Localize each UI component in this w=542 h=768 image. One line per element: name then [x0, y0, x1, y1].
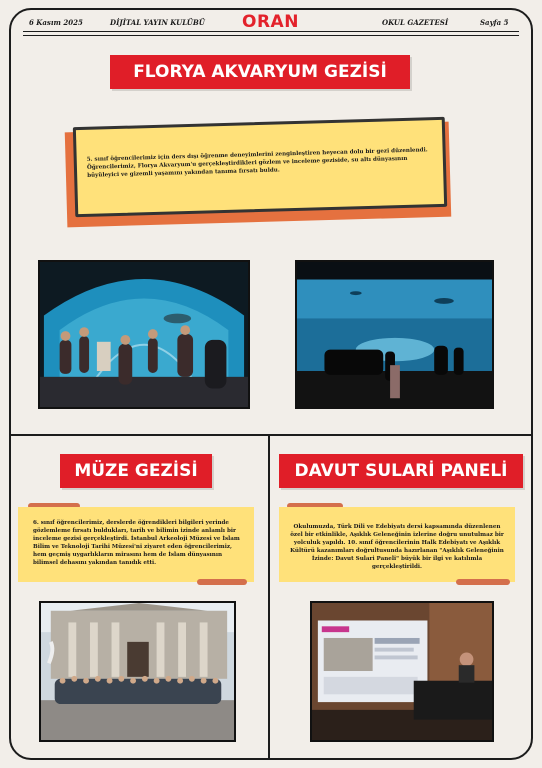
panel-text: Okulumuzda, Türk Dili ve Edebiyatı dersi kapsamında düzenlenen özel bir etkinlikle, Aşıklık Geleneğinin izlerine doğru unutulmaz bir yolculuk yapıldı. 10. sınıf öğrencilerinin Halk Edebiyatı ve Aşıklık Kültürü kazanımları doğrultusunda hazırlanan "Aşıklık Geleneğinin İzinde: Davut Sulari Paneli" büyük bir ilgi ve katılımla gerçekleştirildi.: [290, 524, 504, 570]
museum-photo: [39, 601, 236, 742]
museum-text: 6. sınıf öğrencilerimiz, derslerde öğrendikleri bilgileri yerinde gözlemleme fırsatı buldukları, tarih ve bilimin izinde anlamlı bir inceleme gezisi gerçekleştirdi. İstanbul Arkeoloji Müzesi ve İslam Bilim ve Teknoloji Tarihi Müzesi'ni ziyaret eden öğrencilerimiz, hem geçmiş uygarlıkların mirasını hem de İslam dünyasının bilimsel dehasını yakından tanıdık etti.: [33, 520, 240, 566]
panel-photo: [310, 601, 494, 742]
aquarium-tunnel-photo: [38, 260, 250, 409]
issue-date: 6 Kasım 2025: [29, 18, 83, 27]
masthead-rule-thin: [23, 35, 519, 36]
section-divider-horizontal: [9, 434, 533, 436]
page-number: Sayfa 5: [480, 18, 509, 27]
section-divider-vertical: [268, 434, 270, 760]
museum-title: MÜZE GEZİSİ: [60, 454, 212, 488]
club-name: DİJİTAL YAYIN KULÜBÜ: [110, 18, 205, 27]
museum-note-tab-bottom: [197, 579, 247, 585]
aquarium-note: [73, 117, 447, 217]
aquarium-text: 5. sınıf öğrencilerimiz için ders dışı öğrenme deneyimlerini zenginleştiren heyecan dolu bir gezi düzenlendi. Öğrencilerimiz, Florya Akvaryum'u gerçekleştirdikleri gözlem ve inceleme geziside, su altı dünyasının büyüleyici ve gizemli yaşamını yakından tanıma fırsatı buldu.: [86, 147, 428, 179]
aquarium-title: FLORYA AKVARYUM GEZİSİ: [110, 55, 410, 89]
panel-note-tab-bottom: [456, 579, 510, 585]
masthead-rule: [23, 31, 519, 32]
museum-note: [18, 507, 254, 582]
newspaper-name: OKUL GAZETESİ: [382, 18, 449, 27]
aquarium-tank-photo: [295, 260, 494, 409]
panel-note: [279, 507, 515, 582]
panel-title: DAVUT SULARİ PANELİ: [279, 454, 523, 488]
newspaper-logo: ORAN: [242, 12, 299, 32]
